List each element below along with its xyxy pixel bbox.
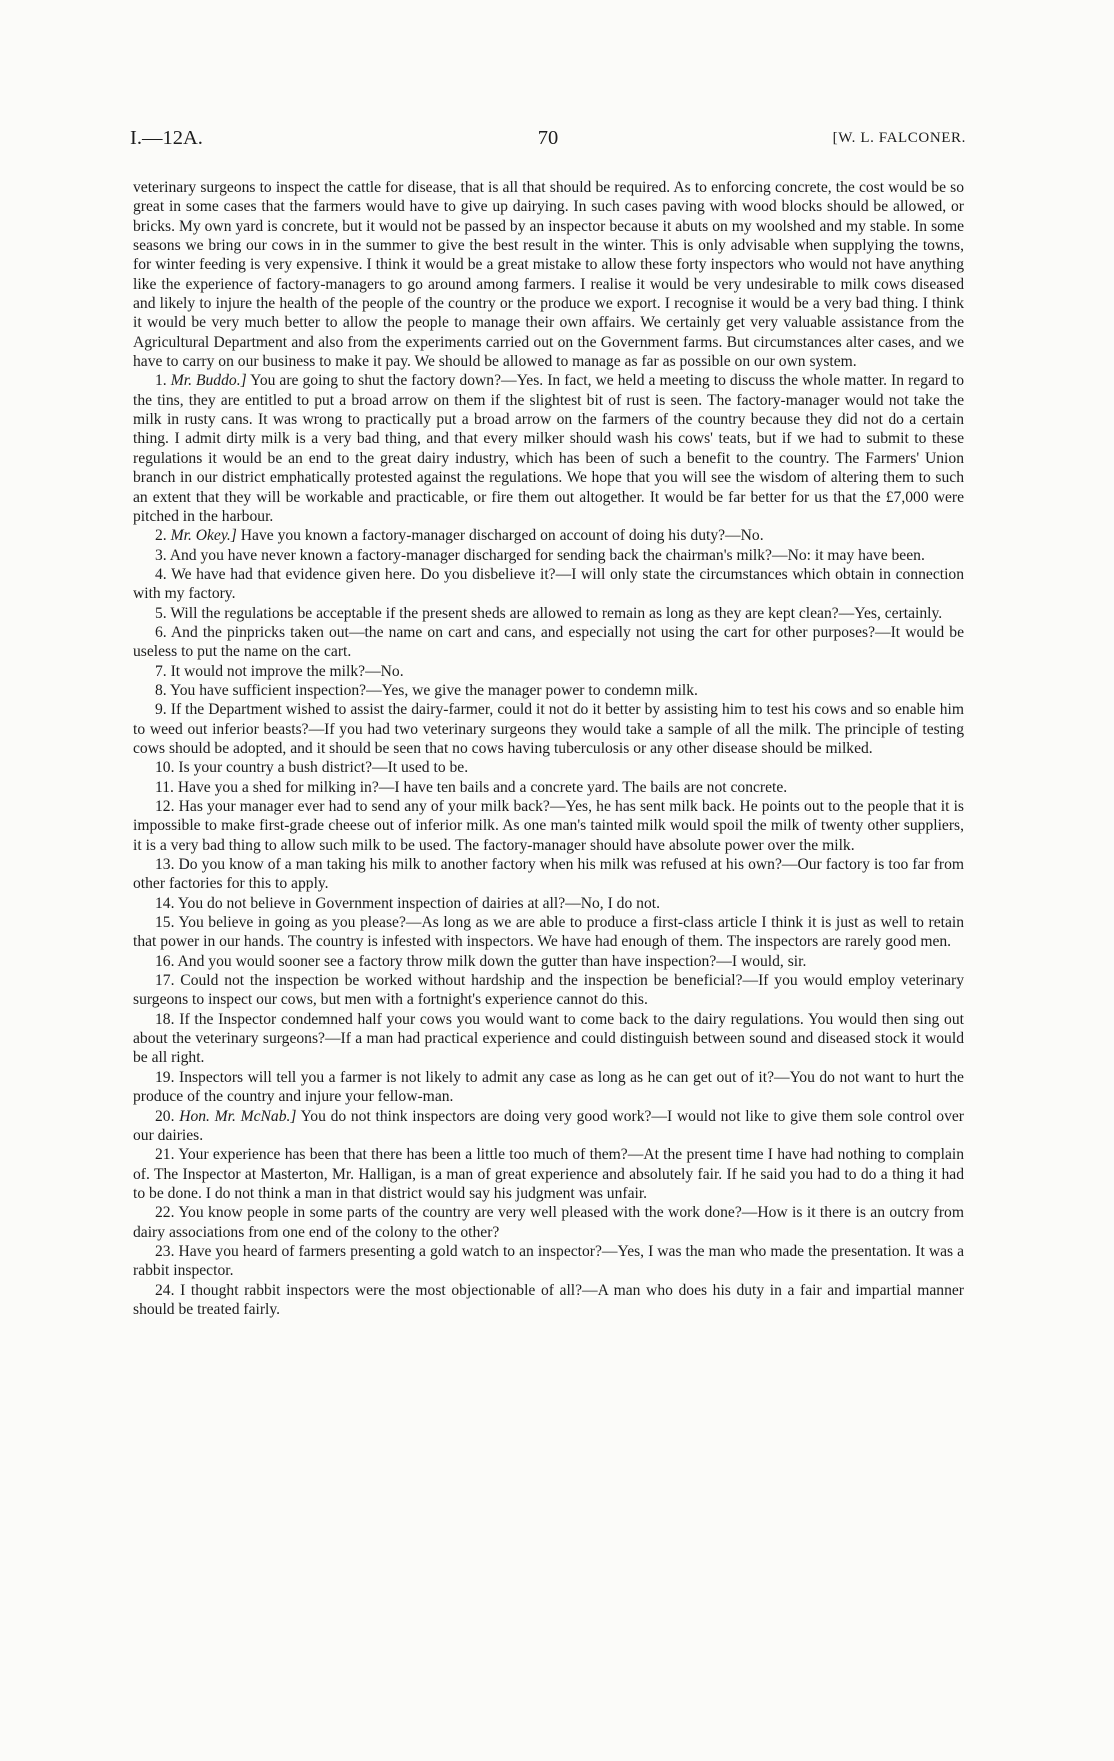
question-number: 17. <box>155 972 175 990</box>
continued-paragraph <box>133 178 964 371</box>
question-number: 20. <box>155 1107 175 1125</box>
question-number: 24. <box>155 1281 175 1299</box>
question-paragraph <box>133 797 964 855</box>
paragraph-text: You believe in going as you please?—As long as we are able to produce a first-class article I think it is just as well to retain that power in our hands. The country is infested with inspectors. We have had enough of them. The inspectors are rarely good men. <box>133 914 964 951</box>
question-number: 10. <box>155 759 175 777</box>
question-paragraph <box>133 604 964 623</box>
question-paragraph <box>133 758 964 777</box>
question-paragraph <box>133 1281 964 1320</box>
question-paragraph <box>133 565 964 604</box>
witness-name: [W. L. FALCONER. <box>832 130 966 146</box>
paragraph-text: Inspectors will tell you a farmer is not likely to admit any case as long as he can get out of it?—You do not want to hurt the produce of the country and injure your fellow-man. <box>133 1068 964 1106</box>
question-number: 7. <box>155 662 167 680</box>
speaker-name: Mr. Buddo.] <box>170 372 247 390</box>
paragraph-text: We have had that evidence given here. Do you disbelieve it?—I will only state the circumstances which obtain in connection with my factory. <box>133 565 964 603</box>
question-paragraph <box>133 1242 964 1281</box>
paragraph-text: Has your manager ever had to send any of your milk back?—Yes, he has sent milk back. He points out to the people that it is impossible to make first-grade cheese out of inferior milk. As one man's tainted milk would spoil the milk of twenty other suppliers, it is a very bad thing to allow such milk to be used. The factory-manager should have absolute power over the milk. <box>133 798 965 854</box>
question-paragraph <box>133 1145 964 1203</box>
question-paragraph <box>133 371 964 526</box>
question-number: 19. <box>155 1068 175 1086</box>
question-paragraph <box>133 1203 964 1242</box>
question-paragraph <box>133 971 964 1010</box>
paragraph-text: If the Department wished to assist the dairy-farmer, could it not do it better by assisting him to test his cows and so enable him to weed out inferior beasts?—If you had two veterinary surgeons they would take a sample of all the milk. The principle of testing cows should be adopted, and it should be seen that no cows having tuberculosis or any other disease should be milked. <box>133 701 964 757</box>
question-paragraph <box>133 1107 964 1146</box>
question-number: 11. <box>155 778 174 796</box>
question-paragraph <box>133 778 964 797</box>
page-number: 70 <box>537 127 559 149</box>
question-number: 23. <box>155 1242 175 1260</box>
question-number: 15. <box>155 914 175 932</box>
paragraph-text: Could not the inspection be worked without hardship and the inspection be beneficial?—If you would employ veterinary surgeons to inspect our cows, but men with a fortnight's experience cannot do this. <box>133 972 964 1009</box>
evidence-body <box>133 178 964 1319</box>
question-number: 12. <box>155 798 175 815</box>
paragraph-text: I thought rabbit inspectors were the most objectionable of all?—A man who does his duty in a fair and impartial manner should be treated fairly. <box>133 1281 964 1318</box>
paragraph-text: It would not improve the milk?—No. <box>170 662 404 680</box>
question-number: 18. <box>155 1010 175 1028</box>
question-number: 13. <box>155 856 175 874</box>
paragraph-text: veterinary surgeons to inspect the cattle for disease, that is all that should be required. As to enforcing concrete, the cost would be so great in some cases that the farmers would have to give up dairying. In such cases paving with wood blocks should be allowed, or bricks. My own yard is concrete, but it would not be passed by an inspector because it abuts on my woolshed and my stable. In some seasons we bring our cows in in the summer to give the best result in the winter. This is only advisable when supplying the towns, for winter feeding is very expensive. I think it would be a great mistake to allow these forty inspectors who would not have anything like the experience of factory-managers to go around among farmers. I realise it would be very undesirable to milk cows diseased and likely to injure the health of the people of the country or the produce we export. I recognise it would be a very bad thing. I think it would be very much better to allow the people to manage their own affairs. We certainly get very valuable assistance from the Agricultural Department and also from the experiments carried out on the Government farms. But circumstances alter cases, and we have to carry on our business to make it pay. We should be allowed to manage as far as possible on our own system. <box>133 179 964 371</box>
speaker-name: Hon. Mr. McNab.] <box>179 1107 297 1125</box>
question-paragraph <box>133 913 964 952</box>
paragraph-text: Have you a shed for milking in?—I have ten bails and a concrete yard. The bails are not concrete. <box>177 778 788 796</box>
paragraph-text: Have you heard of farmers presenting a gold watch to an inspector?—Yes, I was the man who made the presentation. It was a rabbit inspector. <box>133 1242 964 1280</box>
paragraph-text: And you have never known a factory-manager discharged for sending back the chairman's milk?—No: it may have been. <box>169 546 925 564</box>
question-number: 21. <box>155 1146 175 1164</box>
question-paragraph <box>133 700 964 758</box>
page-header <box>130 127 966 157</box>
question-paragraph <box>133 1068 964 1107</box>
paper-reference: I.—12A. <box>130 127 203 149</box>
paragraph-text: Will the regulations be acceptable if the present sheds are allowed to remain as long as they are kept clean?—Yes, certainly. <box>170 604 943 622</box>
question-paragraph <box>133 526 964 545</box>
question-number: 3. <box>155 546 167 564</box>
paragraph-text: You are going to shut the factory down?—Yes. In fact, we held a meeting to discuss the whole matter. In regard to the tins, they are entitled to put a broad arrow on them if the slightest bit of rust is seen. The factory-manager would not take the milk in rusty cans. It was wrong to practically put a broad arrow on the farmers of the country because they did not do a certain thing. I admit dirty milk is a very bad thing, and that every milker should wash his cows' teats, but if we had to submit to these regulations it would be an end to the great dairy industry, which has been of such a benefit to the country. The Farmers' Union branch in our district emphatically protested against the regulations. We hope that you will see the wisdom of altering them to such an extent that they will be workable and practicable, or fire them out altogether. It would be far better for us that the £7,000 were pitched in the harbour. <box>133 372 965 525</box>
paragraph-text: Your experience has been that there has been a little too much of them?—At the present time I have had nothing to complain of. The Inspector at Masterton, Mr. Halligan, is a man of great experience and absolutely fair. If he said you had to do a thing it had to be done. I do not think a man in that district would say his judgment was unfair. <box>133 1146 964 1202</box>
question-paragraph <box>133 1010 964 1068</box>
question-number: 16. <box>155 952 175 970</box>
paragraph-text: You do not think inspectors are doing very good work?—I would not like to give them sole control over our dairies. <box>133 1107 964 1144</box>
question-paragraph <box>133 623 964 662</box>
question-paragraph <box>133 855 964 894</box>
question-paragraph <box>133 952 964 971</box>
paragraph-text: Have you known a factory-manager discharged on account of doing his duty?—No. <box>240 527 764 545</box>
question-number: 4. <box>155 565 167 583</box>
question-number: 1. <box>155 372 167 390</box>
speaker-name: Mr. Okey.] <box>170 527 237 545</box>
paragraph-text: Do you know of a man taking his milk to another factory when his milk was refused at his own?—Our factory is too far from other factories for this to apply. <box>133 856 965 893</box>
question-number: 14. <box>155 894 175 912</box>
question-paragraph <box>133 894 964 913</box>
question-number: 9. <box>155 701 167 719</box>
question-number: 22. <box>155 1204 175 1222</box>
paragraph-text: You do not believe in Government inspection of dairies at all?—No, I do not. <box>177 894 660 912</box>
question-paragraph <box>133 681 964 700</box>
question-number: 2. <box>155 527 167 545</box>
question-number: 8. <box>155 681 167 699</box>
paragraph-text: And you would sooner see a factory throw milk down the gutter than have inspection?—I would, sir. <box>177 952 807 970</box>
paragraph-text: And the pinpricks taken out—the name on cart and cans, and especially not using the cart for other purposes?—It would be useless to put the name on the cart. <box>133 623 964 661</box>
paragraph-text: If the Inspector condemned half your cows you would want to come back to the dairy regulations. You would then sing out about the veterinary surgeons?—If a man had practical experience and could distinguish between sound and diseased stock it would be all right. <box>133 1010 964 1067</box>
paragraph-text: Is your country a bush district?—It used to be. <box>178 759 469 777</box>
question-paragraph <box>133 662 964 681</box>
paragraph-text: You have sufficient inspection?—Yes, we give the manager power to condemn milk. <box>170 681 698 699</box>
paragraph-text: You know people in some parts of the country are very well pleased with the work done?—How is it there is an outcry from dairy associations from one end of the colony to the other? <box>133 1204 964 1241</box>
question-number: 5. <box>155 604 167 622</box>
question-paragraph <box>133 546 964 565</box>
question-number: 6. <box>155 623 167 641</box>
